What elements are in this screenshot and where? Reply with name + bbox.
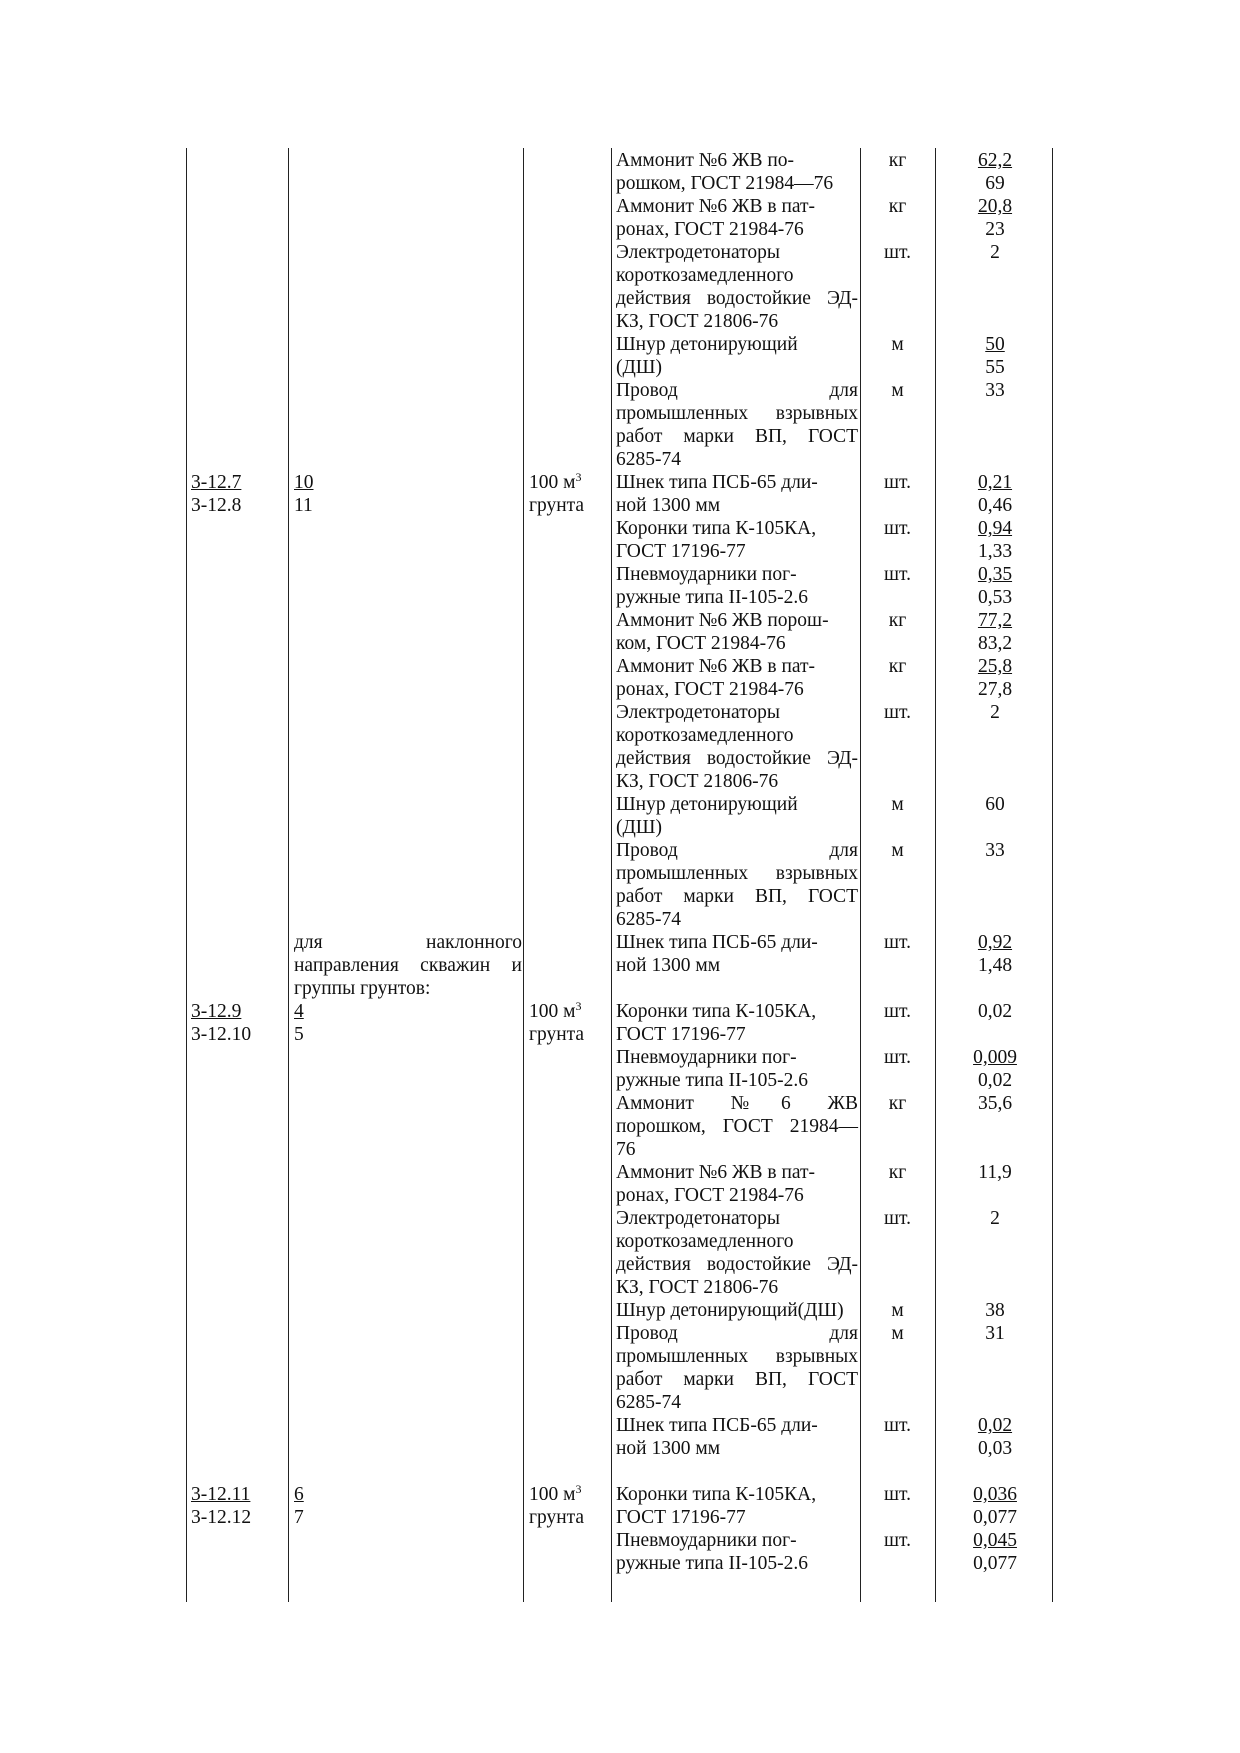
material-unit: кг xyxy=(888,610,907,631)
column-border xyxy=(523,148,524,1602)
material-name: ГОСТ 17196-77 xyxy=(616,1507,746,1528)
material-name: ной 1300 мм xyxy=(616,955,721,976)
material-unit: шт. xyxy=(884,932,911,953)
material-name: ружные типа II-105-2.6 xyxy=(616,1070,809,1091)
material-name: ком, ГОСТ 21984-76 xyxy=(616,633,786,654)
material-name: промышленных взрывных xyxy=(616,863,858,884)
material-unit: шт. xyxy=(884,1530,911,1551)
material-name: порошком, ГОСТ 21984— xyxy=(616,1116,858,1137)
norm-value-denominator: 1,33 xyxy=(977,541,1013,562)
material-name: ронах, ГОСТ 21984-76 xyxy=(616,1185,804,1206)
material-name: ной 1300 мм xyxy=(616,495,721,516)
material-name: Шнур детонирующий xyxy=(616,794,798,815)
material-name: (ДШ) xyxy=(616,817,662,838)
material-name: КЗ, ГОСТ 21806-76 xyxy=(616,1277,779,1298)
material-name: Шнек типа ПСБ-65 дли- xyxy=(616,1415,818,1436)
material-name: ГОСТ 17196-77 xyxy=(616,1024,746,1045)
material-name: Пневмоударники пог- xyxy=(616,564,797,585)
norm-value: 33 xyxy=(985,840,1005,861)
material-name: промышленных взрывных xyxy=(616,1346,858,1367)
material-name: ГОСТ 17196-77 xyxy=(616,541,746,562)
norm-code: 3-12.10 xyxy=(191,1024,252,1045)
material-name: Шнек типа ПСБ-65 дли- xyxy=(616,932,818,953)
material-unit: шт. xyxy=(884,242,911,263)
material-name: Коронки типа К-105КА, xyxy=(616,1001,817,1022)
norm-value-numerator: 62,2 xyxy=(977,150,1013,171)
material-unit: шт. xyxy=(884,1484,911,1505)
material-name: промышленных взрывных xyxy=(616,403,858,424)
material-unit: шт. xyxy=(884,1001,911,1022)
material-name: ружные типа II-105-2.6 xyxy=(616,587,809,608)
norm-code: 3-12.12 xyxy=(191,1507,252,1528)
material-name: Коронки типа К-105КА, xyxy=(616,1484,817,1505)
material-name: 6285-74 xyxy=(616,1392,681,1413)
material-unit: кг xyxy=(888,196,907,217)
norm-value-numerator: 0,94 xyxy=(977,518,1013,539)
material-unit: шт. xyxy=(884,564,911,585)
material-name: рошком, ГОСТ 21984—76 xyxy=(616,173,834,194)
material-unit: кг xyxy=(888,656,907,677)
material-unit: м xyxy=(891,1300,904,1321)
material-name: действия водостойкие ЭД- xyxy=(616,288,858,309)
norm-value-denominator: 69 xyxy=(985,173,1005,194)
soil-group: 4 xyxy=(294,1001,304,1022)
material-name: работ марки ВП, ГОСТ xyxy=(616,886,858,907)
soil-group: 7 xyxy=(294,1507,304,1528)
group-note-line: для наклонного xyxy=(294,932,522,953)
norm-value-denominator: 0,077 xyxy=(973,1553,1017,1574)
material-name: Электродетонаторы xyxy=(616,702,780,723)
soil-group: 10 xyxy=(294,472,314,493)
group-note-line: группы грунтов: xyxy=(294,978,431,999)
norm-code: 3-12.9 xyxy=(191,1001,242,1022)
material-unit: м xyxy=(891,794,904,815)
measure-unit-word: грунта xyxy=(529,495,585,516)
material-name: Шнур детонирующий xyxy=(616,334,798,355)
material-name: ронах, ГОСТ 21984-76 xyxy=(616,679,804,700)
material-unit: шт. xyxy=(884,472,911,493)
norm-value-numerator: 25,8 xyxy=(977,656,1013,677)
material-name: ной 1300 мм xyxy=(616,1438,721,1459)
material-name: Коронки типа К-105КА, xyxy=(616,518,817,539)
material-unit: шт. xyxy=(884,1415,911,1436)
norm-value-numerator: 0,02 xyxy=(977,1415,1013,1436)
norm-code: 3-12.11 xyxy=(191,1484,251,1505)
material-name: ружные типа II-105-2.6 xyxy=(616,1553,809,1574)
measure-unit-word: грунта xyxy=(529,1024,585,1045)
norm-value: 0,02 xyxy=(977,1001,1013,1022)
material-name: (ДШ) xyxy=(616,357,662,378)
norm-code: 3-12.7 xyxy=(191,472,242,493)
measure-unit: 100 $м^3$ xyxy=(529,999,582,1022)
measure-unit: 100 $м^3$ xyxy=(529,470,582,493)
column-border xyxy=(186,148,187,1602)
measure-unit: 100 $м^3$ xyxy=(529,1482,582,1505)
norm-value-numerator: 20,8 xyxy=(977,196,1013,217)
material-unit: кг xyxy=(888,1162,907,1183)
norm-value-denominator: 1,48 xyxy=(977,955,1013,976)
material-name: Провод для xyxy=(616,380,858,401)
material-name: Электродетонаторы xyxy=(616,1208,780,1229)
material-name: короткозамедленного xyxy=(616,1231,794,1252)
norm-value-numerator: 0,92 xyxy=(977,932,1013,953)
material-unit: м xyxy=(891,334,904,355)
norm-value-numerator: 0,35 xyxy=(977,564,1013,585)
norm-value-denominator: 0,46 xyxy=(977,495,1013,516)
soil-group: 11 xyxy=(294,495,313,516)
norm-value-denominator: 0,53 xyxy=(977,587,1013,608)
material-name: работ марки ВП, ГОСТ xyxy=(616,426,858,447)
material-name: Аммонит №6 ЖВ в пат- xyxy=(616,196,816,217)
material-name: короткозамедленного xyxy=(616,725,794,746)
material-name: Пневмоударники пог- xyxy=(616,1530,797,1551)
norm-value-numerator: 0,009 xyxy=(973,1047,1017,1068)
material-name: КЗ, ГОСТ 21806-76 xyxy=(616,311,779,332)
material-name: Аммонит №6 ЖВ xyxy=(616,1093,858,1114)
group-note-line: направления скважин и xyxy=(294,955,522,976)
column-border xyxy=(860,148,861,1602)
norm-value-numerator: 0,036 xyxy=(973,1484,1017,1505)
material-name: 76 xyxy=(616,1139,636,1160)
material-name: Аммонит №6 ЖВ по- xyxy=(616,150,795,171)
norm-value: 2 xyxy=(990,702,1000,723)
material-name: Аммонит №6 ЖВ порош- xyxy=(616,610,829,631)
material-name: короткозамедленного xyxy=(616,265,794,286)
measure-unit-word: грунта xyxy=(529,1507,585,1528)
material-name: 6285-74 xyxy=(616,909,681,930)
material-name: Шнур детонирующий(ДШ) xyxy=(616,1300,844,1321)
norm-value: 2 xyxy=(990,242,1000,263)
material-name: Электродетонаторы xyxy=(616,242,780,263)
norm-value-denominator: 55 xyxy=(985,357,1005,378)
norm-value: 38 xyxy=(985,1300,1005,1321)
material-unit: шт. xyxy=(884,702,911,723)
material-unit: м xyxy=(891,840,904,861)
norm-value: 11,9 xyxy=(978,1162,1012,1183)
material-name: ронах, ГОСТ 21984-76 xyxy=(616,219,804,240)
material-name: Аммонит №6 ЖВ в пат- xyxy=(616,656,816,677)
material-name: действия водостойкие ЭД- xyxy=(616,1254,858,1275)
material-unit: кг xyxy=(888,150,907,171)
norm-value: 31 xyxy=(985,1323,1005,1344)
norm-value-denominator: 83,2 xyxy=(977,633,1013,654)
norm-value-denominator: 0,02 xyxy=(977,1070,1013,1091)
norm-value-denominator: 0,03 xyxy=(977,1438,1013,1459)
norm-value: 33 xyxy=(985,380,1005,401)
soil-group: 6 xyxy=(294,1484,304,1505)
norm-value: 2 xyxy=(990,1208,1000,1229)
material-name: работ марки ВП, ГОСТ xyxy=(616,1369,858,1390)
column-border xyxy=(288,148,289,1602)
column-border xyxy=(611,148,612,1602)
column-border xyxy=(935,148,936,1602)
material-unit: шт. xyxy=(884,1208,911,1229)
material-unit: кг xyxy=(888,1093,907,1114)
material-name: КЗ, ГОСТ 21806-76 xyxy=(616,771,779,792)
material-unit: м xyxy=(891,1323,904,1344)
norm-value-numerator: 77,2 xyxy=(977,610,1013,631)
norm-value-denominator: 23 xyxy=(985,219,1005,240)
norm-value-numerator: 0,045 xyxy=(973,1530,1017,1551)
soil-group: 5 xyxy=(294,1024,304,1045)
material-name: Шнек типа ПСБ-65 дли- xyxy=(616,472,818,493)
norm-value-numerator: 50 xyxy=(985,334,1005,355)
material-unit: шт. xyxy=(884,518,911,539)
material-name: Провод для xyxy=(616,1323,858,1344)
material-name: Пневмоударники пог- xyxy=(616,1047,797,1068)
material-name: действия водостойкие ЭД- xyxy=(616,748,858,769)
norm-value-numerator: 0,21 xyxy=(977,472,1013,493)
norm-value: 35,6 xyxy=(977,1093,1013,1114)
column-border xyxy=(1052,148,1053,1602)
norm-value: 60 xyxy=(985,794,1005,815)
material-name: Провод для xyxy=(616,840,858,861)
material-name: Аммонит №6 ЖВ в пат- xyxy=(616,1162,816,1183)
material-unit: м xyxy=(891,380,904,401)
material-name: 6285-74 xyxy=(616,449,681,470)
norm-value-denominator: 0,077 xyxy=(973,1507,1017,1528)
material-unit: шт. xyxy=(884,1047,911,1068)
norm-code: 3-12.8 xyxy=(191,495,242,516)
norm-value-denominator: 27,8 xyxy=(977,679,1013,700)
